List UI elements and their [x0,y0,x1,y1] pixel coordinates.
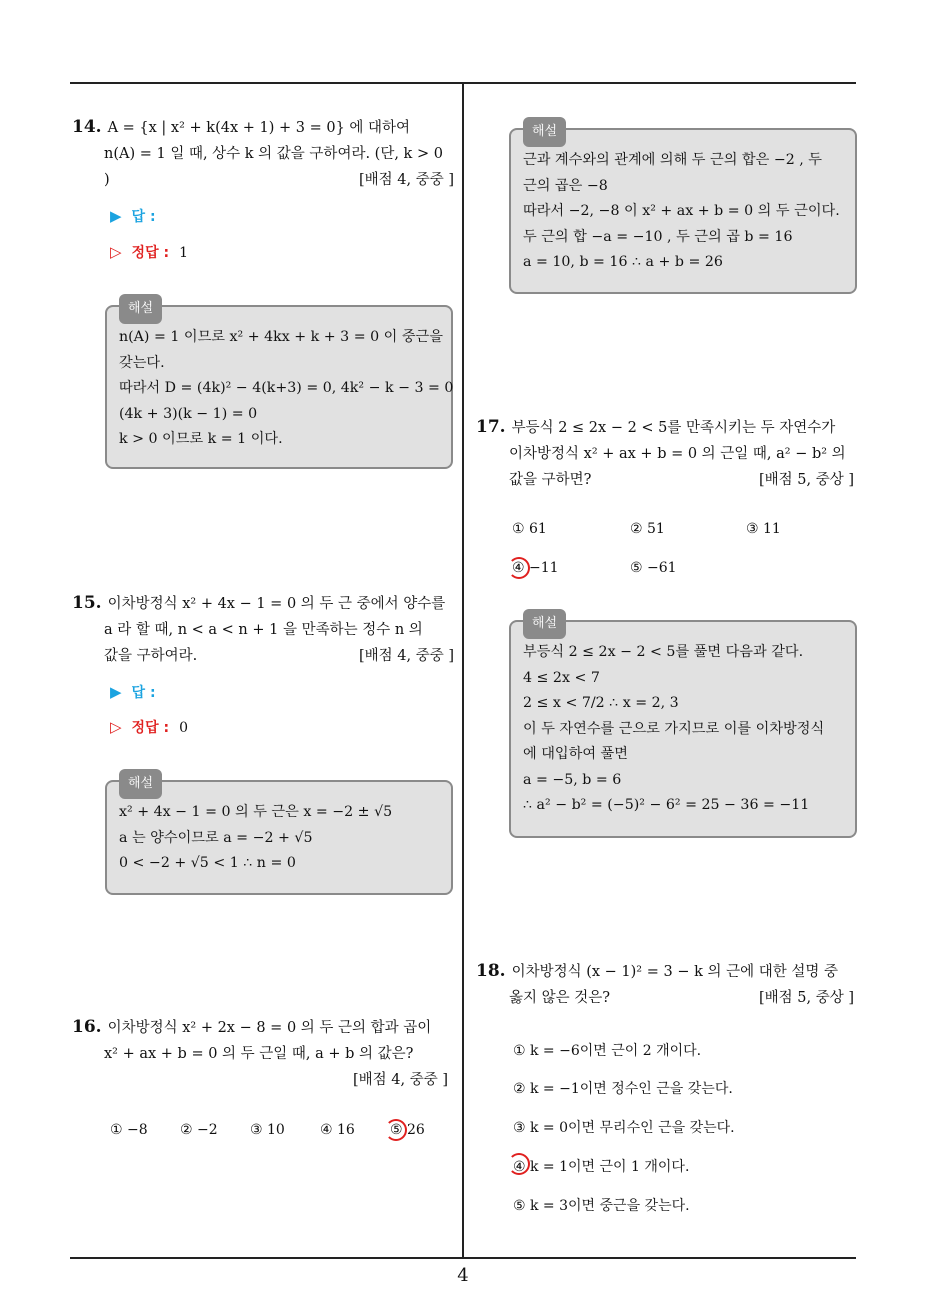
option-4[interactable]: ④ 16 [320,1122,355,1138]
answer-key-row [110,242,188,262]
explanation-line: 두 근의 합 −a = −10 , 두 근의 곱 b = 16 [523,228,793,245]
explanation-box [509,616,857,838]
question-number: 15. [72,593,102,613]
question-text: ) [104,172,110,188]
question-14 [72,114,454,193]
option-1[interactable]: ① 61 [512,521,547,537]
question-text: 이차방정식 x² + 4x − 1 = 0 의 두 근 중에서 양수를 [107,596,446,612]
explanation-line: 4 ≤ 2x < 7 [523,669,600,686]
question-text: 값을 구하면? [509,472,592,488]
triangle-outline-icon: ▷ [110,718,122,736]
question-text: 부등식 2 ≤ 2x − 2 < 5를 만족시키는 두 자연수가 [511,420,836,436]
key-value: 0 [179,720,188,736]
explanation-line: 따라서 −2, −8 이 x² + ax + b = 0 의 두 근이다. [523,203,840,219]
answer-key-row [110,717,188,737]
selected-answer-mark [385,1119,407,1141]
score-meta: [배점 4, 중중 ] [352,1072,448,1088]
explanation-line: x² + 4x − 1 = 0 의 두 근은 x = −2 ± √5 [119,804,393,820]
question-text: A = {x | x² + k(4x + 1) + 3 = 0} 에 대하여 [107,120,411,136]
key-label: 정답 : [131,245,170,261]
explanation-line: 근의 곱은 −8 [523,177,608,194]
explanation-line: (4k + 3)(k − 1) = 0 [119,405,258,422]
explanation-line: a = 10, b = 16 ∴ a + b = 26 [523,254,723,270]
explanation-line: 갖는다. [119,354,165,371]
score-meta: [배점 5, 중상 ] [758,990,854,1006]
explanation-line: a = −5, b = 6 [523,771,622,788]
answer-row [110,682,156,702]
option-2[interactable]: ② 51 [630,521,665,537]
triangle-outline-icon: ▷ [110,243,122,261]
play-icon: ▶ [110,207,122,225]
key-value: 1 [179,245,188,261]
explanation-line: n(A) = 1 이므로 x² + 4kx + k + 3 = 0 이 중근을 [119,329,443,345]
answer-label: 답 : [131,685,156,701]
options-17 [512,521,842,581]
question-text: 이차방정식 x² + ax + b = 0 의 근일 때, a² − b² 의 [509,446,846,462]
key-label: 정답 : [131,720,170,736]
bottom-rule [70,1257,856,1259]
question-15 [72,590,454,669]
question-number: 17. [476,417,506,437]
question-number: 14. [72,117,102,137]
explanation-line: 이 두 자연수를 근으로 가지므로 이를 이차방정식 [523,720,825,737]
option-5[interactable]: ⑤ 26 [390,1122,425,1138]
question-number: 18. [476,961,506,981]
explanation-line: 근과 계수와의 관계에 의해 두 근의 합은 −2 , 두 [523,152,823,168]
column-divider [462,82,464,1258]
explanation-box [509,124,857,294]
question-text: 이차방정식 (x − 1)² = 3 − k 의 근에 대한 설명 중 [511,964,838,980]
option-1[interactable]: ① k = −6이면 근이 2 개이다. [513,1043,702,1059]
explanation-line: 따라서 D = (4k)² − 4(k+3) = 0, 4k² − k − 3 = 0 [119,380,454,396]
explanation-tag: 해설 [119,769,162,799]
explanation-line: 0 < −2 + √5 < 1 ∴ n = 0 [119,855,296,871]
option-3[interactable]: ③ k = 0이면 무리수인 근을 갖는다. [513,1120,735,1136]
score-meta: [배점 5, 중상 ] [758,472,854,488]
question-number: 16. [72,1017,102,1037]
option-2[interactable]: ② k = −1이면 정수인 근을 갖는다. [513,1081,733,1097]
option-3[interactable]: ③ 11 [746,521,781,537]
play-icon: ▶ [110,683,122,701]
score-meta: [배점 4, 중중 ] [358,172,454,188]
selected-answer-mark [508,1153,530,1175]
answer-row [110,206,156,226]
explanation-line: k > 0 이므로 k = 1 이다. [119,431,283,447]
explanation-line: 2 ≤ x < 7/2 ∴ x = 2, 3 [523,695,679,711]
explanation-box [105,776,453,895]
explanation-line: 부등식 2 ≤ 2x − 2 < 5를 풀면 다음과 같다. [523,644,804,660]
question-18 [476,958,854,1011]
option-1[interactable]: ① −8 [110,1122,148,1138]
page-number: 4 [457,1265,469,1286]
options-18 [513,1040,843,1220]
option-5[interactable]: ⑤ k = 3이면 중근을 갖는다. [513,1198,690,1214]
question-text: x² + ax + b = 0 의 두 근일 때, a + b 의 값은? [104,1046,414,1062]
option-4[interactable]: ④ −11 [512,560,559,576]
explanation-line: ∴ a² − b² = (−5)² − 6² = 25 − 36 = −11 [523,797,810,813]
question-16 [72,1014,454,1093]
explanation-line: a 는 양수이므로 a = −2 + √5 [119,829,313,846]
explanation-box [105,301,454,469]
explanation-line: 에 대입하여 풀면 [523,746,628,762]
question-text: a 라 할 때, n < a < n + 1 을 만족하는 정수 n 의 [104,622,423,638]
option-2[interactable]: ② −2 [180,1122,218,1138]
explanation-tag: 해설 [523,609,566,639]
option-4[interactable]: ④ k = 1이면 근이 1 개이다. [513,1159,690,1175]
question-17 [476,414,854,493]
answer-label: 답 : [131,209,156,225]
question-text: 값을 구하여라. [104,648,198,664]
question-text: 이차방정식 x² + 2x − 8 = 0 의 두 근의 합과 곱이 [107,1020,432,1036]
score-meta: [배점 4, 중중 ] [358,648,454,664]
question-text: n(A) = 1 일 때, 상수 k 의 값을 구하여라. (단, k > 0 [104,146,443,162]
selected-answer-mark [508,557,530,579]
explanation-tag: 해설 [523,117,566,147]
option-3[interactable]: ③ 10 [250,1122,285,1138]
option-5[interactable]: ⑤ −61 [630,560,677,576]
question-text: 옳지 않은 것은? [509,990,611,1006]
options-16 [110,1122,450,1144]
explanation-tag: 해설 [119,294,162,324]
